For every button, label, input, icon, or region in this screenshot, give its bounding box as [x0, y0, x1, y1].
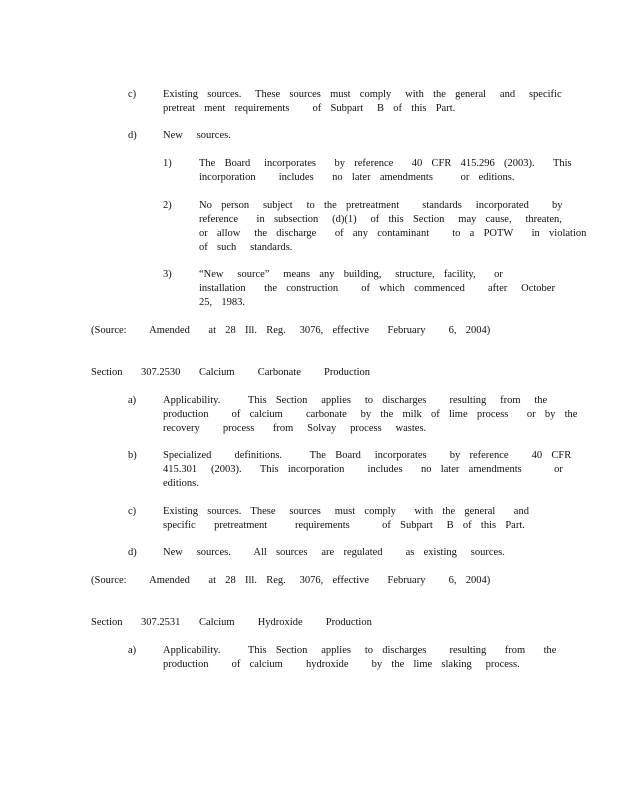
- section-number: Section 307.2531: [91, 617, 181, 628]
- paragraph-line: New sources.: [163, 130, 231, 141]
- subparagraph-line: 25, 1983.: [199, 297, 245, 308]
- paragraph-line: Applicability. This Section applies to discharges resulting from the: [163, 645, 557, 656]
- paragraph-marker-d: d): [128, 547, 137, 558]
- section-title: Calcium Hydroxide Production: [199, 617, 372, 628]
- paragraph-line: production of calcium hydroxide by the lime slaking process.: [163, 659, 520, 670]
- subparagraph-line: incorporation includes no later amendments or editions.: [199, 172, 515, 183]
- paragraph-marker-c: c): [128, 89, 137, 100]
- paragraph-line: 415.301 (2003). This incorporation includes no later amendments or: [163, 464, 563, 475]
- paragraph-marker-a: a): [128, 395, 137, 406]
- paragraph-line: recovery process from Solvay process wastes.: [163, 423, 427, 434]
- paragraph-line: Specialized definitions. The Board incorporates by reference 40 CFR: [163, 450, 572, 461]
- paragraph-marker-b: b): [128, 450, 137, 461]
- subparagraph-line: The Board incorporates by reference 40 CFR 415.296 (2003). This: [199, 158, 572, 169]
- paragraph-line: New sources. All sources are regulated as existing sources.: [163, 547, 505, 558]
- paragraph-line: Existing sources. These sources must comply with the general and specific: [163, 89, 562, 100]
- subparagraph-marker-3: 3): [163, 269, 172, 280]
- paragraph-marker-c: c): [128, 506, 137, 517]
- paragraph-marker-a: a): [128, 645, 137, 656]
- section-title: Calcium Carbonate Production: [199, 367, 371, 378]
- paragraph-line: Applicability. This Section applies to discharges resulting from the: [163, 395, 548, 406]
- paragraph-line: production of calcium carbonate by the milk of lime process or by the: [163, 409, 578, 420]
- source-note: (Source: Amended at 28 Ill. Reg. 3076, effective February 6, 2004): [91, 325, 491, 336]
- subparagraph-line: of such standards.: [199, 242, 293, 253]
- paragraph-line: Existing sources. These sources must comply with the general and: [163, 506, 529, 517]
- subparagraph-line: “New source” means any building, structure, facility, or: [199, 269, 503, 280]
- paragraph-line: specific pretreatment requirements of Subpart B of this Part.: [163, 520, 525, 531]
- subparagraph-line: reference in subsection (d)(1) of this Section may cause, threaten,: [199, 214, 562, 225]
- subparagraph-line: installation the construction of which commenced after October: [199, 283, 555, 294]
- subparagraph-line: or allow the discharge of any contaminant to a POTW in violation: [199, 228, 587, 239]
- source-note: (Source: Amended at 28 Ill. Reg. 3076, effective February 6, 2004): [91, 575, 491, 586]
- subparagraph-line: No person subject to the pretreatment standards incorporated by: [199, 200, 563, 211]
- paragraph-line: editions.: [163, 478, 199, 489]
- subparagraph-marker-2: 2): [163, 200, 172, 211]
- paragraph-marker-d: d): [128, 130, 137, 141]
- subparagraph-marker-1: 1): [163, 158, 172, 169]
- section-number: Section 307.2530: [91, 367, 181, 378]
- paragraph-line: pretreat ment requirements of Subpart B of this Part.: [163, 103, 456, 114]
